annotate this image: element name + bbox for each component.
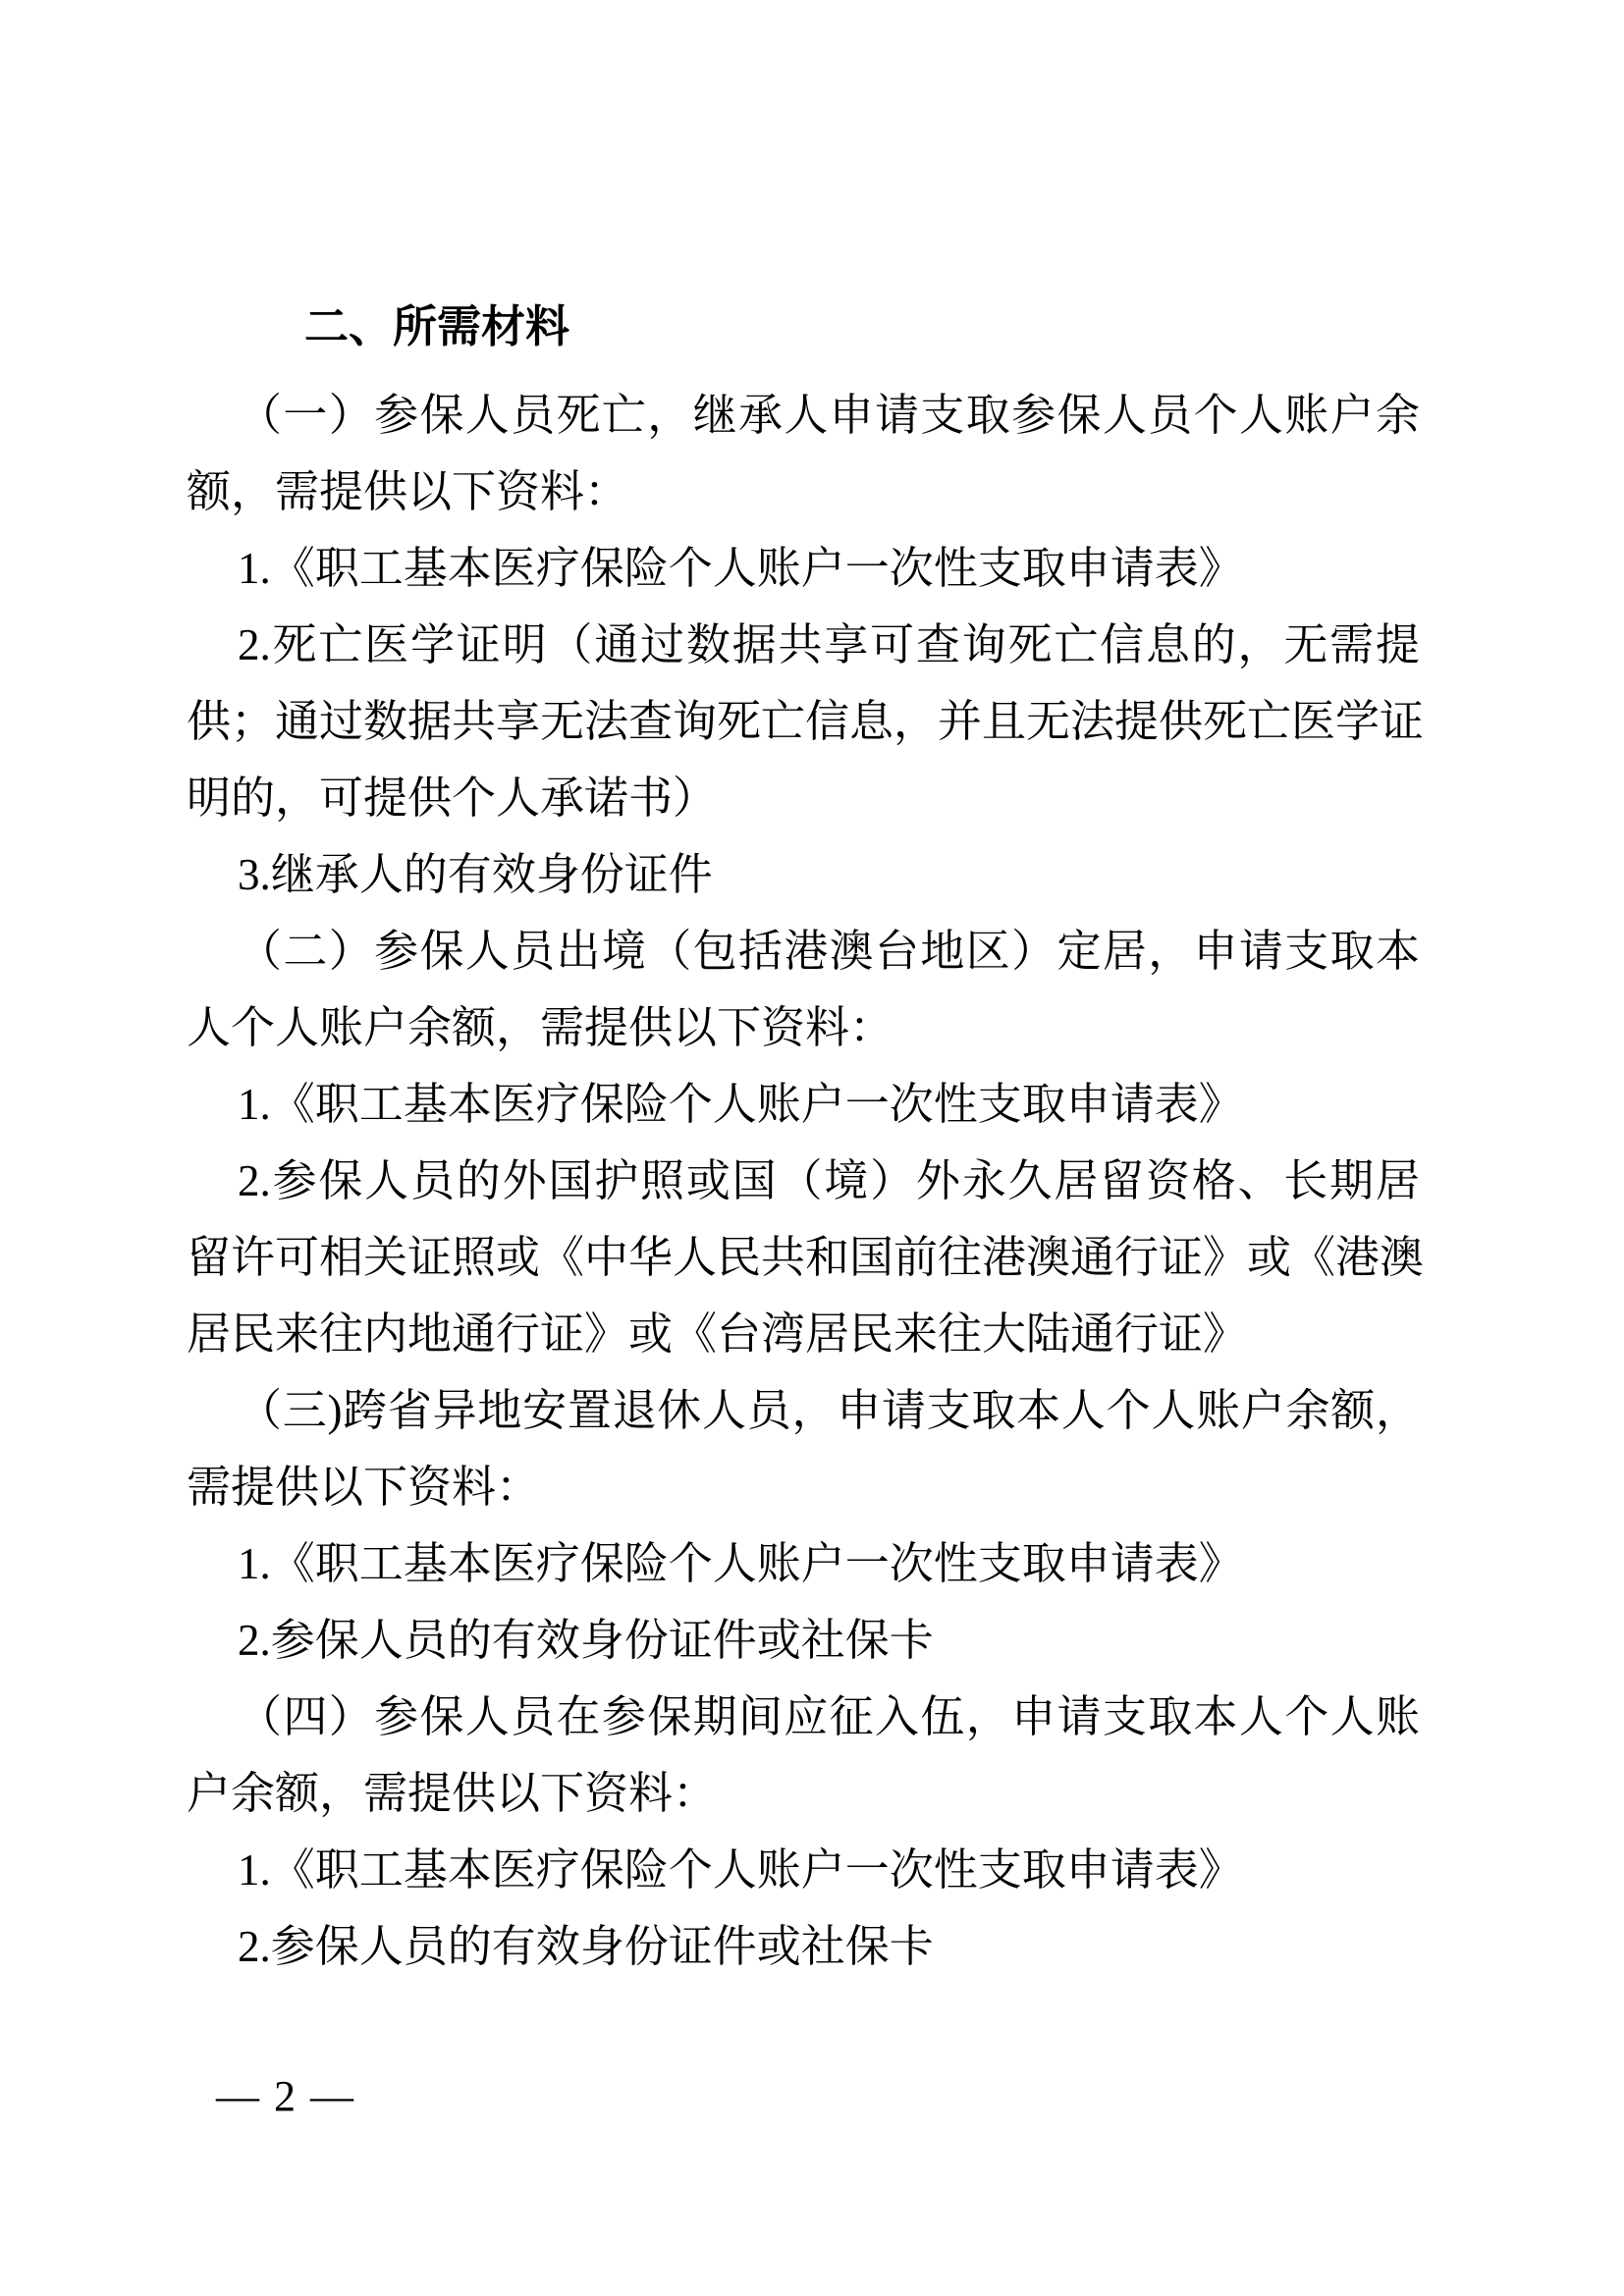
paragraph-line: 人个人账户余额，需提供以下资料：: [187, 1003, 894, 1052]
paragraph: [187, 1908, 1420, 1985]
paragraph-line: 供；通过数据共享无法查询死亡信息，并且无法提供死亡医学证: [187, 697, 1425, 746]
paragraph-line: （二）参保人员出境（包括港澳台地区）定居，申请支取本: [238, 927, 1420, 976]
paragraph-line: 居民来往内地通行证》或《台湾居民来往大陆通行证》: [187, 1309, 1248, 1359]
paragraph-line: （四）参保人员在参保期间应征入伍，申请支取本人个人账: [238, 1692, 1420, 1741]
paragraph-line: 户余额，需提供以下资料：: [187, 1769, 718, 1818]
section-heading: 二、所需材料: [304, 301, 570, 351]
paragraph-line: 2.参保人员的有效身份证件或社保卡: [238, 1922, 934, 1971]
paragraph-line: 1.《职工基本医疗保险个人账户一次性支取申请表》: [238, 1845, 1243, 1895]
paragraph: [187, 1525, 1420, 1602]
paragraph: [187, 377, 1420, 530]
paragraph-line: 明的，可提供个人承诺书）: [187, 774, 718, 823]
paragraph: [187, 1832, 1420, 1908]
page-number: — 2 —: [216, 2072, 355, 2120]
paragraph: [187, 1602, 1420, 1679]
paragraph-line: 需提供以下资料：: [187, 1463, 541, 1512]
document-body: [187, 289, 1425, 1985]
paragraph-line: （三)跨省异地安置退休人员，申请支取本人个人账户余额，: [238, 1386, 1420, 1435]
paragraph: [187, 607, 1425, 836]
paragraph-line: 1.《职工基本医疗保险个人账户一次性支取申请表》: [238, 1539, 1243, 1588]
paragraph-line: 1.《职工基本医疗保险个人账户一次性支取申请表》: [238, 1080, 1243, 1129]
paragraph-line: （一）参保人员死亡，继承人申请支取参保人员个人账户余: [238, 391, 1420, 440]
paragraph-line: 2.死亡医学证明（通过数据共享可查询死亡信息的，无需提: [238, 620, 1420, 669]
paragraph: [187, 1679, 1420, 1832]
paragraph-line: 1.《职工基本医疗保险个人账户一次性支取申请表》: [238, 544, 1243, 593]
paragraph: [187, 1143, 1425, 1372]
paragraph-line: 3.继承人的有效身份证件: [238, 850, 713, 899]
paragraph: [187, 530, 1420, 607]
paragraph-line: 额，需提供以下资料：: [187, 467, 629, 516]
paragraph: [187, 1066, 1420, 1143]
paragraph-line: 留许可相关证照或《中华人民共和国前往港澳通行证》或《港澳: [187, 1233, 1425, 1282]
paragraph-line: 2.参保人员的有效身份证件或社保卡: [238, 1616, 934, 1665]
paragraph: [187, 836, 1420, 913]
paragraph: [187, 1372, 1420, 1525]
paragraph-line: 2.参保人员的外国护照或国（境）外永久居留资格、长期居: [238, 1156, 1420, 1205]
paragraph: [187, 913, 1420, 1066]
